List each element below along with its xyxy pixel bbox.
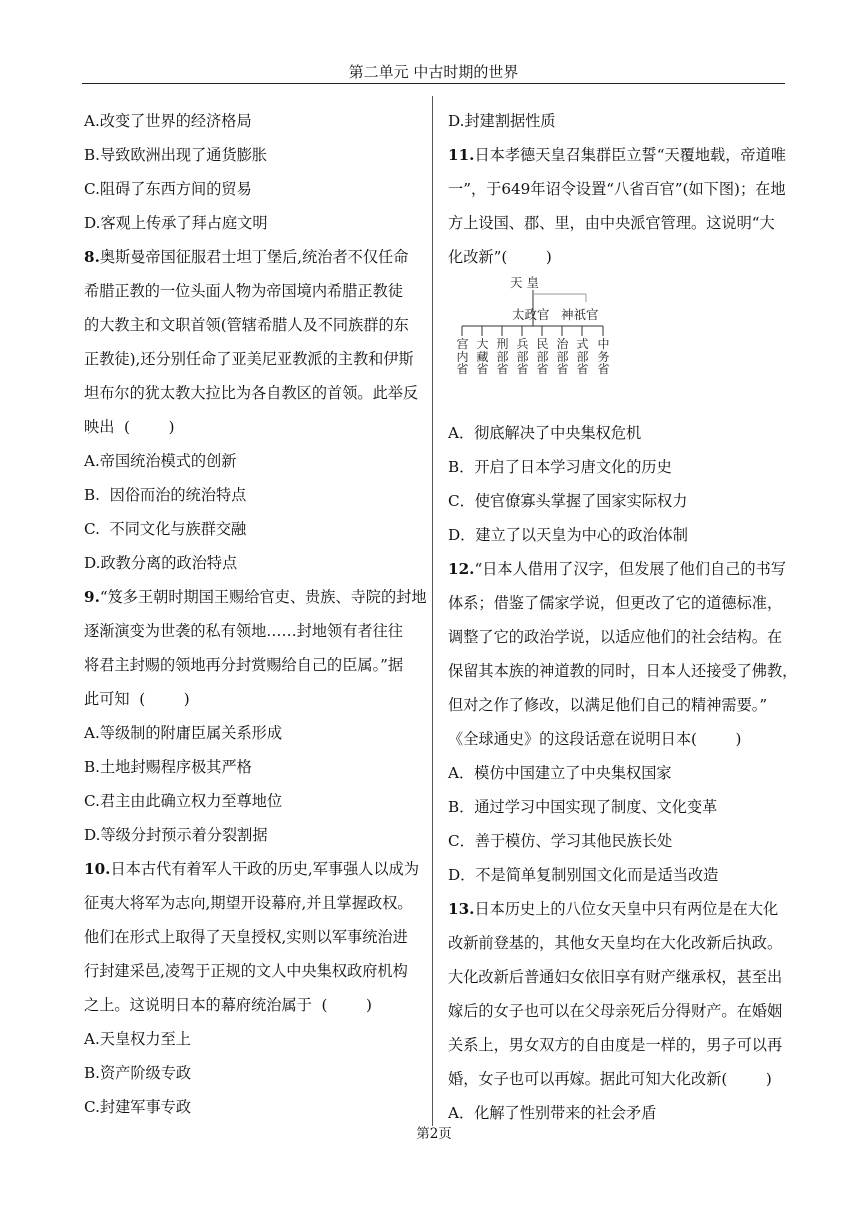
text-line: 婚，女子也可以再嫁。据此可知大化改新( )	[448, 1070, 772, 1088]
diagram-ministry: 式 部 省	[576, 337, 589, 376]
answer-option: D.等级分封预示着分裂割据	[84, 826, 268, 844]
text-line: 但对之作了修改，以满足他们自己的精神需要。”	[448, 696, 768, 714]
question-stem-line: 11.日本孝德天皇召集群臣立誓“天覆地载，帝道唯	[448, 146, 786, 164]
answer-option: D.客观上传承了拜占庭文明	[84, 214, 268, 232]
left-column	[84, 104, 427, 1124]
answer-option: C．善于模仿、学习其他民族长处	[448, 832, 673, 850]
ritsuryo-diagram	[448, 274, 788, 416]
question-number: 9.	[84, 588, 100, 606]
header-rule	[82, 83, 785, 84]
text-line: 将君主封赐的领地再分封赏赐给自己的臣属。”据	[84, 656, 404, 674]
text-line: 的大教主和文职首领(管辖希腊人及不同族群的东	[84, 316, 409, 334]
question-stem-line: 13.日本历史上的八位女天皇中只有两位是在大化	[448, 900, 779, 918]
right-column-top	[448, 104, 788, 274]
diagram-emperor: 天 皇	[510, 275, 539, 290]
text-line: 保留其本族的神道教的同时，日本人还接受了佛教，	[448, 662, 798, 680]
answer-option: B．通过学习中国实现了制度、文化变革	[448, 798, 718, 816]
question-number: 11.	[448, 146, 475, 164]
text-line: 之上。这说明日本的幕府统治属于 ( )	[84, 996, 372, 1014]
question-stem-line: 12.“日本人借用了汉字，但发展了他们自己的书写	[448, 560, 786, 578]
diagram-jingikan: 神祇官	[561, 307, 599, 322]
text-line: 大化改新后普通妇女依旧享有财产继承权，甚至出	[448, 968, 783, 986]
diagram-ministry: 大 藏 省	[476, 337, 489, 376]
answer-option: B.资产阶级专政	[84, 1064, 192, 1082]
answer-option: B.导致欧洲出现了通货膨胀	[84, 146, 268, 164]
right-column	[448, 104, 798, 1130]
question-stem-line: 8.奥斯曼帝国征服君士坦丁堡后,统治者不仅任命	[84, 248, 409, 266]
answer-option: A.改变了世界的经济格局	[84, 112, 252, 130]
answer-option: D．建立了以天皇为中心的政治体制	[448, 526, 688, 544]
answer-option: B. 因俗而治的统治特点	[84, 486, 247, 504]
question-number: 8.	[84, 248, 100, 266]
answer-option: C.封建军事专政	[84, 1098, 192, 1116]
text-line: 正教徒),还分别任命了亚美尼亚教派的主教和伊斯	[84, 350, 414, 368]
diagram-ministry: 民 部 省	[536, 337, 549, 376]
answer-option: C.君主由此确立权力至尊地位	[84, 792, 283, 810]
question-number: 12.	[448, 560, 475, 578]
answer-option: B．开启了日本学习唐文化的历史	[448, 458, 672, 476]
question-number: 13.	[448, 900, 475, 918]
diagram-daijokan: 太政官	[512, 307, 550, 322]
answer-option: C.阻碍了东西方间的贸易	[84, 180, 252, 198]
question-stem-line: 10.日本古代有着军人干政的历史,军事强人以成为	[84, 860, 420, 878]
diagram-ministry: 刑 部 省	[496, 337, 509, 376]
column-divider	[432, 96, 433, 1126]
text-line: 化改新”( )	[448, 248, 552, 266]
answer-option: A．彻底解决了中央集权危机	[448, 424, 642, 442]
right-column-bottom	[448, 416, 798, 1130]
text-line: 体系；借鉴了儒家学说，但更改了它的道德标准，	[448, 594, 783, 612]
text-line: 调整了它的政治学说，以适应他们的社会结构。在	[448, 628, 783, 646]
answer-option: D.政教分离的政治特点	[84, 554, 238, 572]
text-line: 此可知 ( )	[84, 690, 190, 708]
text-line: 他们在形式上取得了天皇授权,实则以军事统治进	[84, 928, 408, 946]
text-line: 逐渐演变为世袭的私有领地……封地领有者往往	[84, 622, 403, 640]
text-line: 征夷大将军为志向,期望开设幕府,并且掌握政权。	[84, 894, 413, 912]
diagram-ministry: 中 务 省	[597, 337, 610, 376]
text-line: 行封建采邑,凌驾于正规的文人中央集权政府机构	[84, 962, 408, 980]
text-line: 一”，于649年诏令设置“八省百官”(如下图)；在地	[448, 180, 786, 198]
text-line: 希腊正教的一位头面人物为帝国境内希腊正教徒	[84, 282, 403, 300]
page-header: 第二单元 中古时期的世界	[348, 63, 519, 81]
answer-option: A.天皇权力至上	[84, 1030, 191, 1048]
answer-option: C．使官僚寡头掌握了国家实际权力	[448, 492, 688, 510]
answer-option: A．模仿中国建立了中央集权国家	[448, 764, 672, 782]
answer-option: A.等级制的附庸臣属关系形成	[84, 724, 283, 742]
question-stem-line: 9.“笈多王朝时期国王赐给官吏、贵族、寺院的封地	[84, 588, 427, 606]
text-line: 改新前登基的，其他女天皇均在大化改新后执政。	[448, 934, 783, 952]
answer-option: D.封建割据性质	[448, 112, 556, 130]
page-number: 第2页	[416, 1126, 452, 1142]
question-number: 10.	[84, 860, 111, 878]
answer-option: C. 不同文化与族群交融	[84, 520, 247, 538]
text-line: 映出 ( )	[84, 418, 175, 436]
text-line: 坦布尔的犹太教大拉比为各自教区的首领。此举反	[84, 384, 419, 402]
answer-option: A.帝国统治模式的创新	[84, 452, 237, 470]
text-line: 关系上，男女双方的自由度是一样的，男子可以再	[448, 1036, 783, 1054]
answer-option: D．不是简单复制别国文化而是适当改造	[448, 866, 719, 884]
text-line: 嫁后的女子也可以在父母亲死后分得财产。在婚姻	[448, 1002, 783, 1020]
answer-option: B.土地封赐程序极其严格	[84, 758, 252, 776]
answer-option: A．化解了性别带来的社会矛盾	[448, 1104, 657, 1122]
diagram-ministry: 治 部 省	[556, 337, 569, 376]
text-line: 《全球通史》的这段话意在说明日本( )	[448, 730, 742, 748]
diagram-ministry: 兵 部 省	[516, 337, 529, 376]
text-line: 方上设国、郡、里，由中央派官管理。这说明“大	[448, 214, 775, 232]
diagram-ministry: 宫 内 省	[456, 337, 469, 376]
